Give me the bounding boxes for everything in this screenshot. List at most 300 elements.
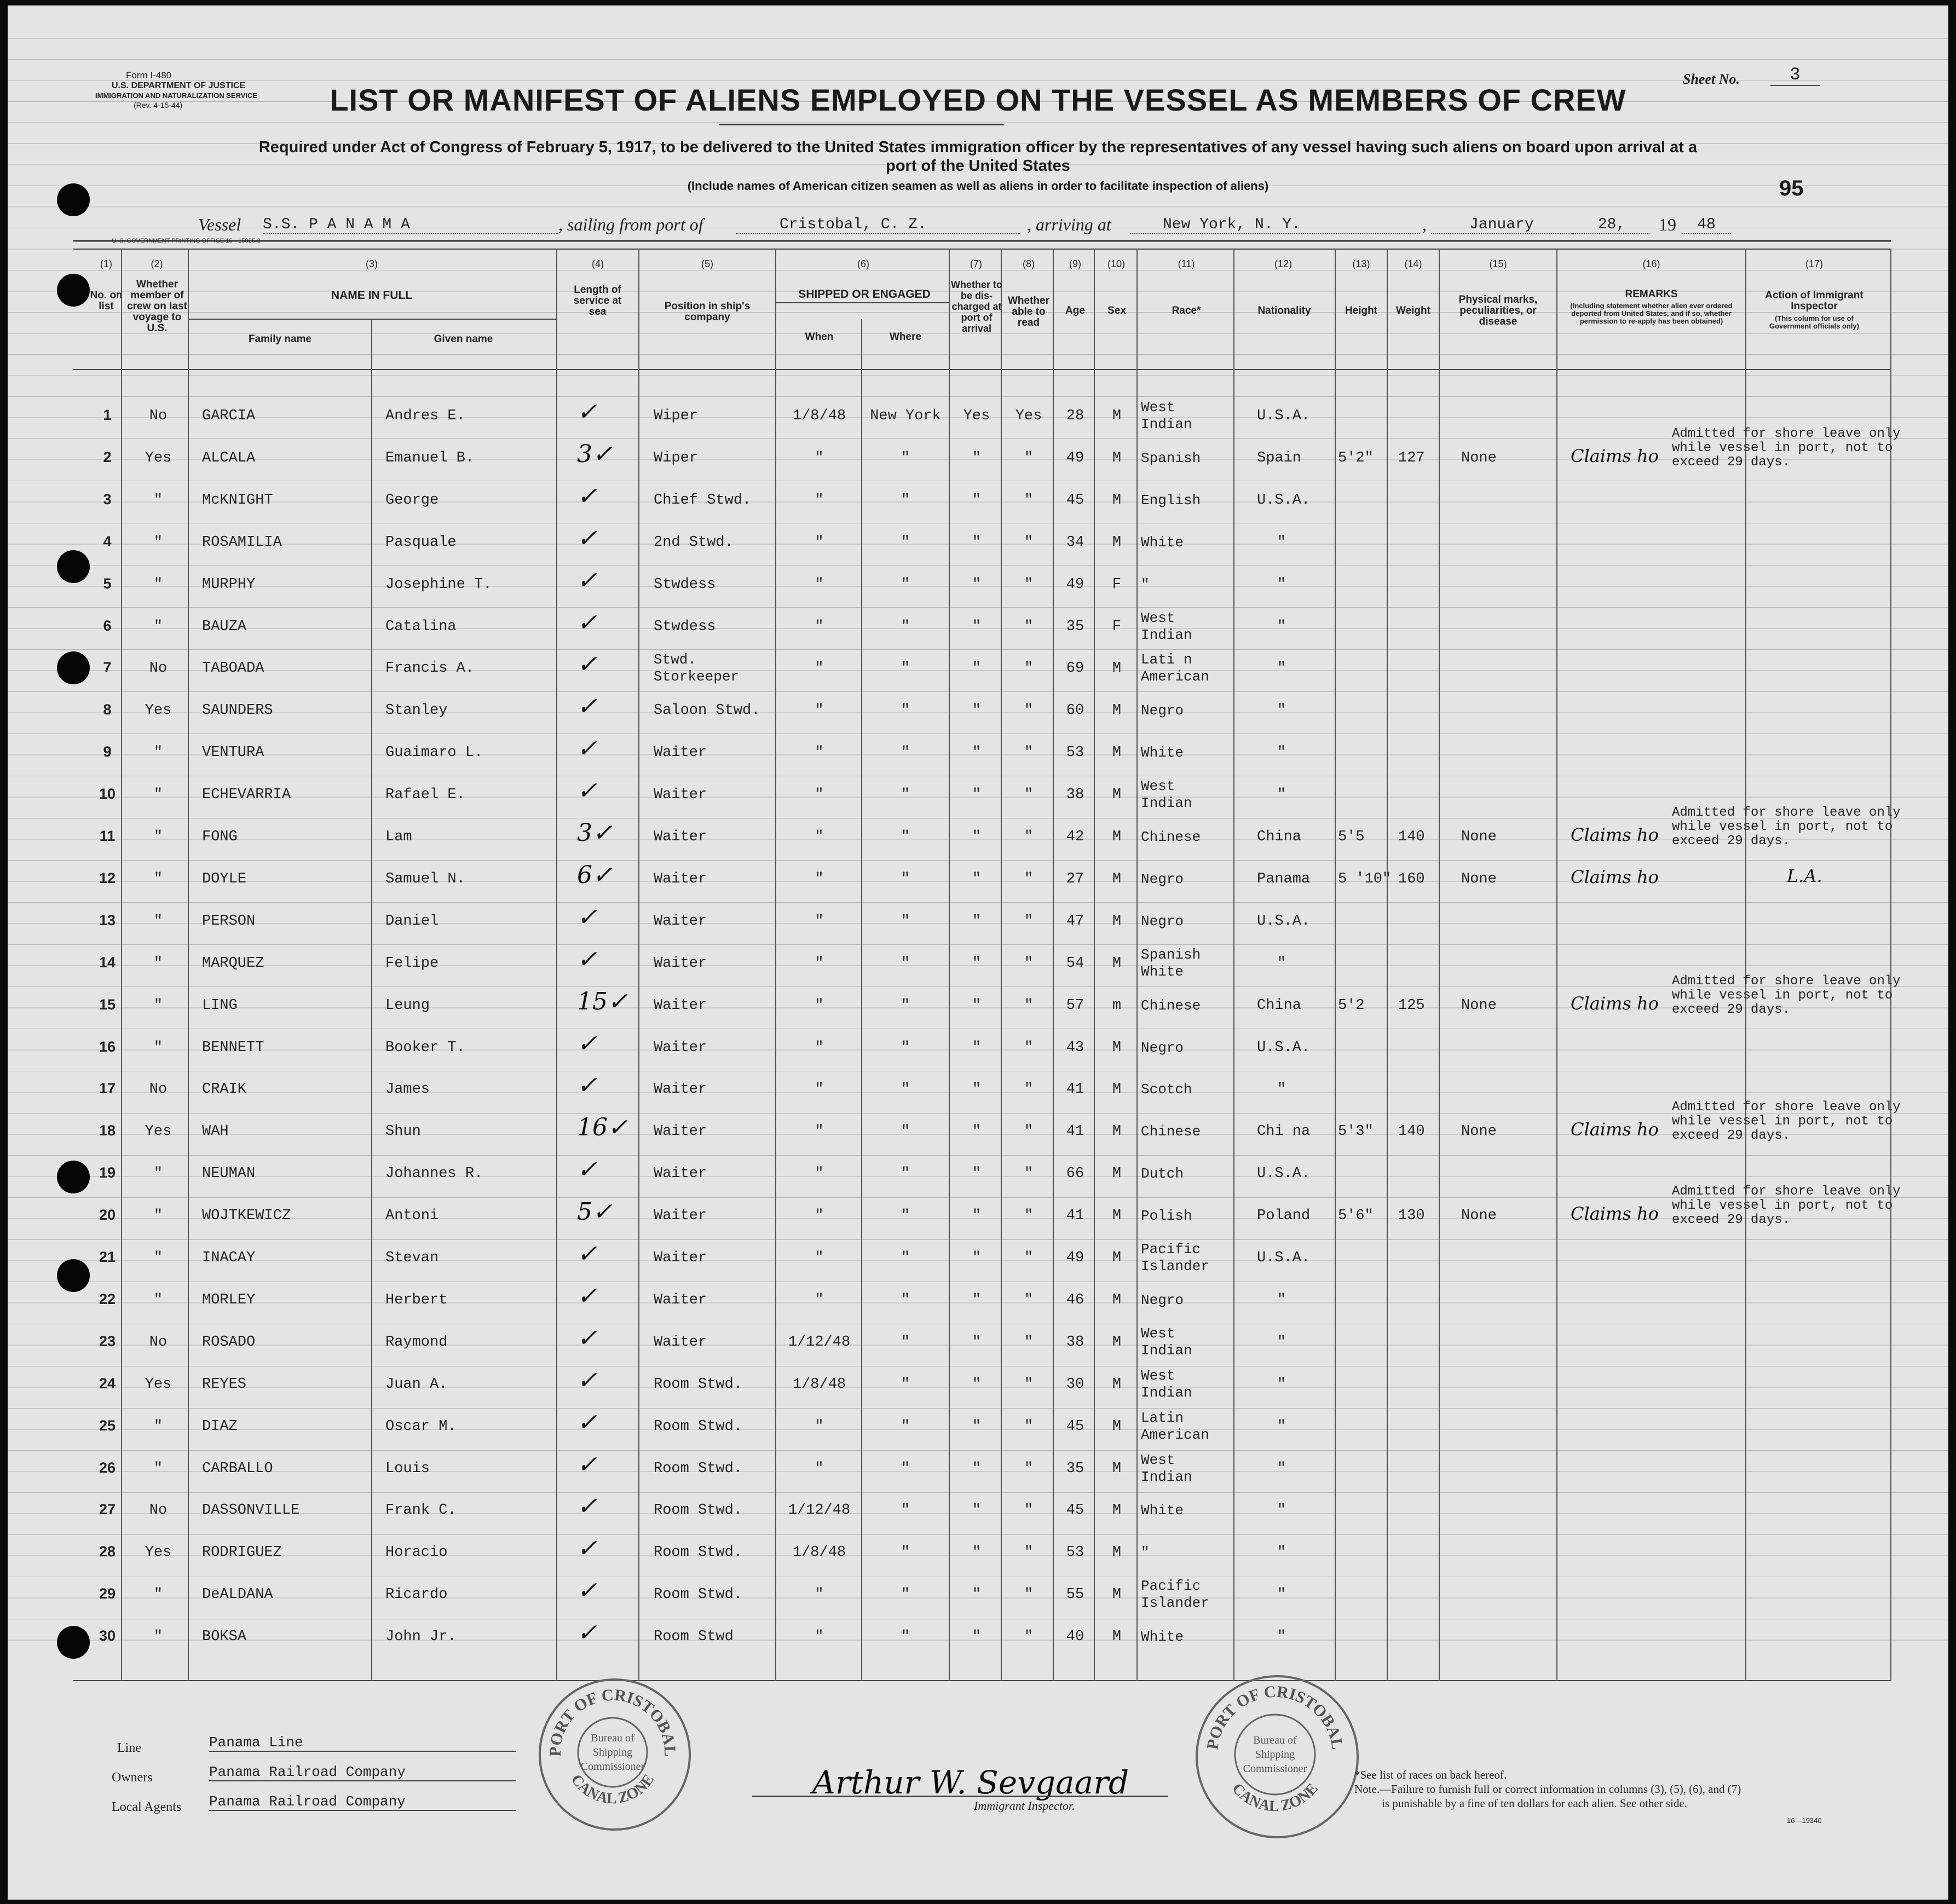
race-line: Indian xyxy=(1141,416,1192,432)
shipped-when-cell: 1/8/48 xyxy=(792,1376,846,1393)
discharged-cell: " xyxy=(972,1376,982,1393)
prev-voyage-cell: " xyxy=(153,870,163,887)
sex-cell: M xyxy=(1112,1334,1122,1351)
physical-marks-cell: None xyxy=(1461,1208,1497,1225)
col-num: (17) xyxy=(1805,258,1823,269)
remarks-line: while vessel in port, not to xyxy=(1672,1114,1893,1129)
sex-cell: m xyxy=(1112,997,1122,1014)
height-cell: 5 '10" xyxy=(1338,870,1392,887)
nationality-cell: " xyxy=(1277,1586,1286,1603)
given-name-cell: George xyxy=(385,492,439,509)
race-line: White xyxy=(1141,534,1184,551)
sailing-port: Cristobal, C. Z. xyxy=(736,216,1020,234)
prev-voyage-cell: " xyxy=(153,1586,163,1603)
prev-voyage-cell: " xyxy=(153,1418,163,1435)
sex-cell: M xyxy=(1112,1123,1122,1140)
given-name-cell: Frank C. xyxy=(385,1502,457,1519)
race-cell xyxy=(1141,1166,1184,1182)
able-to-read-cell: " xyxy=(1024,1166,1034,1182)
prev-voyage-cell: " xyxy=(153,955,163,972)
service-length-cell: ✓ xyxy=(577,1577,597,1605)
race-cell xyxy=(1141,829,1201,846)
race-cell xyxy=(1141,1292,1184,1309)
age-cell: 43 xyxy=(1066,1039,1084,1056)
arriving-port: New York, N. Y. xyxy=(1130,216,1420,234)
nationality-cell: " xyxy=(1277,702,1286,719)
sex-cell: M xyxy=(1112,702,1122,719)
remarks-line: Admitted for shore leave only xyxy=(1672,973,1901,989)
nationality-cell: " xyxy=(1277,1418,1286,1435)
given-name-cell: Ricardo xyxy=(385,1586,448,1603)
vessel-name: S.S. P A N A M A xyxy=(263,216,558,234)
race-cell xyxy=(1141,997,1201,1014)
able-to-read-cell: " xyxy=(1024,745,1034,761)
sex-cell: M xyxy=(1112,1502,1122,1519)
local-agents-value: Panama Railroad Company xyxy=(209,1793,516,1811)
age-cell: 60 xyxy=(1066,702,1084,719)
race-cell xyxy=(1141,399,1192,433)
port-stamp-left xyxy=(539,1678,691,1831)
nationality-cell: " xyxy=(1277,745,1286,761)
prev-voyage-cell: " xyxy=(153,576,163,593)
shipped-where-cell: " xyxy=(901,618,910,635)
position-cell: Chief Stwd. xyxy=(654,492,752,509)
given-name-cell: Juan A. xyxy=(385,1376,448,1393)
given-name-cell: Herbert xyxy=(385,1291,448,1308)
nationality-cell: U.S.A. xyxy=(1257,492,1311,509)
race-line: White xyxy=(1141,745,1184,761)
shipped-when-cell: " xyxy=(815,1418,824,1435)
weight-cell: 127 xyxy=(1398,449,1425,466)
given-name-cell: Antoni xyxy=(385,1208,439,1225)
shipped-where-cell: " xyxy=(901,660,910,677)
discharged-cell: " xyxy=(972,1460,982,1477)
col-num: (8) xyxy=(1023,258,1035,269)
printing-office: U. S. GOVERNMENT PRINTING OFFICE 16—15925-3 xyxy=(112,238,261,244)
discharged-cell: " xyxy=(972,997,982,1014)
prev-voyage-cell: " xyxy=(153,1291,163,1308)
remarks-line: exceed 29 days. xyxy=(1672,1213,1791,1228)
family-name-cell: DASSONVILLE xyxy=(202,1502,300,1519)
position-cell: Waiter xyxy=(654,1081,707,1098)
stamp-center-text: Bureau of xyxy=(1253,1734,1297,1746)
stamp-bottom-text: CANAL ZONE xyxy=(1228,1780,1322,1815)
able-to-read-cell: " xyxy=(1024,1081,1034,1098)
remarks-line: while vessel in port, not to xyxy=(1672,820,1893,834)
row-number: 18 xyxy=(99,1122,116,1139)
shipped-where-cell: " xyxy=(901,1081,910,1098)
row-number: 28 xyxy=(99,1543,116,1560)
shipped-when-cell: " xyxy=(815,1123,824,1140)
age-cell: 41 xyxy=(1066,1081,1084,1098)
age-cell: 54 xyxy=(1066,955,1084,972)
binding-hole xyxy=(57,1626,90,1659)
row-number: 26 xyxy=(99,1459,116,1476)
nationality-cell: " xyxy=(1277,1081,1286,1098)
header-sex: Sex xyxy=(1107,305,1126,316)
given-name-cell: James xyxy=(385,1081,430,1098)
position-cell: Room Stwd. xyxy=(654,1586,743,1603)
height-cell: 5'5 xyxy=(1338,829,1365,845)
race-line: West xyxy=(1141,399,1175,416)
discharged-cell: " xyxy=(972,1544,982,1561)
remarks-line: while vessel in port, not to xyxy=(1672,1198,1893,1214)
shipped-where-cell: " xyxy=(901,702,910,719)
prev-voyage-cell: No xyxy=(149,408,168,424)
service-length-cell: ✓ xyxy=(577,1408,597,1436)
able-to-read-cell: " xyxy=(1024,1208,1034,1225)
race-line: Negro xyxy=(1141,702,1184,719)
given-name-cell: Pasquale xyxy=(385,534,457,551)
age-cell: 53 xyxy=(1066,1544,1084,1561)
col-num: (1) xyxy=(100,258,112,269)
race-cell xyxy=(1141,1452,1192,1486)
col-num: (16) xyxy=(1642,258,1660,269)
able-to-read-cell: " xyxy=(1024,1418,1034,1435)
given-name-cell: Daniel xyxy=(385,913,439,930)
race-line: Pacific xyxy=(1141,1578,1201,1595)
sex-cell: M xyxy=(1112,787,1122,804)
row-number: 24 xyxy=(99,1375,116,1392)
family-name-cell: ROSADO xyxy=(202,1334,256,1351)
sex-cell: M xyxy=(1112,1418,1122,1435)
age-cell: 49 xyxy=(1066,576,1084,593)
arrival-year: 48 xyxy=(1682,216,1731,234)
binding-hole xyxy=(57,1259,90,1292)
discharged-cell: " xyxy=(972,1250,982,1266)
header-able-to-read: Whether able to read xyxy=(1008,295,1049,328)
position-cell: Waiter xyxy=(654,1208,707,1225)
shipped-where-cell: " xyxy=(901,1418,910,1435)
discharged-cell: " xyxy=(972,1123,982,1140)
position-cell: Waiter xyxy=(654,787,707,804)
service-length-cell: ✓ xyxy=(577,566,597,595)
family-name-cell: RODRIGUEZ xyxy=(202,1544,282,1561)
row-number: 13 xyxy=(99,911,116,928)
shipped-where-cell: " xyxy=(901,1039,910,1056)
physical-marks-cell: None xyxy=(1461,870,1497,887)
prev-voyage-cell: " xyxy=(153,534,163,551)
shipped-where-cell: " xyxy=(901,1208,910,1225)
race-cell xyxy=(1141,1578,1209,1612)
race-cell xyxy=(1141,1123,1201,1140)
age-cell: 55 xyxy=(1066,1586,1084,1603)
prev-voyage-cell: " xyxy=(153,829,163,845)
able-to-read-cell: " xyxy=(1024,618,1034,635)
race-line: West xyxy=(1141,1325,1175,1342)
family-name-cell: MARQUEZ xyxy=(202,955,264,972)
weight-cell: 130 xyxy=(1398,1208,1425,1225)
race-line: Chinese xyxy=(1141,997,1201,1014)
able-to-read-cell: " xyxy=(1024,1629,1034,1646)
header-shipped-engaged: SHIPPED OR ENGAGED xyxy=(798,288,931,301)
shipped-where-cell: " xyxy=(901,1502,910,1519)
header-height: Height xyxy=(1345,305,1378,316)
position-cell: Room Stwd. xyxy=(654,1460,743,1477)
able-to-read-cell: " xyxy=(1024,449,1034,466)
remarks-handwritten: Claims ho xyxy=(1571,1203,1659,1225)
remarks-line: while vessel in port, not to xyxy=(1672,440,1893,455)
given-name-cell: Booker T. xyxy=(385,1039,465,1056)
shipped-when-cell: " xyxy=(815,870,824,887)
race-cell xyxy=(1141,1081,1192,1098)
stamp-bottom-text: CANAL ZONE xyxy=(567,1771,658,1808)
height-cell: 5'6" xyxy=(1338,1208,1374,1225)
given-name-cell: Shun xyxy=(385,1123,421,1140)
header-inspector-note: (This column for use of Government officials only) xyxy=(1769,314,1859,330)
position-cell: Room Stwd xyxy=(654,1629,734,1646)
service-length-cell: ✓ xyxy=(577,1492,597,1521)
service-length-cell: ✓ xyxy=(577,1071,597,1100)
family-name-cell: DOYLE xyxy=(202,870,247,887)
penalty-note-line1: Note.—Failure to furnish full or correct information in columns (3), (5), (6), and (7) xyxy=(1354,1782,1741,1796)
shipped-when-cell: " xyxy=(815,1081,824,1098)
race-cell xyxy=(1141,778,1192,812)
binding-hole xyxy=(57,550,90,583)
nationality-cell: " xyxy=(1277,955,1286,972)
able-to-read-cell: " xyxy=(1024,1544,1034,1561)
page-number: 95 xyxy=(1779,176,1804,200)
discharged-cell: Yes xyxy=(963,408,990,424)
shipped-when-cell: " xyxy=(815,1460,824,1477)
able-to-read-cell: " xyxy=(1024,1502,1034,1519)
position-cell: Room Stwd. xyxy=(654,1418,743,1435)
shipped-where-cell: " xyxy=(901,449,910,466)
able-to-read-cell: " xyxy=(1024,1250,1034,1266)
position-cell: Waiter xyxy=(654,745,707,761)
family-name-cell: BOKSA xyxy=(202,1629,247,1646)
age-cell: 40 xyxy=(1066,1629,1084,1646)
given-name-cell: Catalina xyxy=(385,618,457,635)
race-line: Negro xyxy=(1141,1291,1184,1308)
age-cell: 34 xyxy=(1066,534,1084,551)
age-cell: 45 xyxy=(1066,1502,1084,1519)
row-number: 25 xyxy=(99,1417,116,1434)
shipped-where-cell: New York xyxy=(870,408,941,424)
sheet-number: 3 xyxy=(1770,65,1820,86)
race-line: Spanish xyxy=(1141,946,1201,963)
position-cell: 2nd Stwd. xyxy=(654,534,734,551)
stamp-center-text: Commissioner xyxy=(580,1761,645,1773)
stamp-seal-right xyxy=(1198,1677,1357,1836)
sex-cell: M xyxy=(1112,1460,1122,1477)
position-cell: Waiter xyxy=(654,1250,707,1266)
remarks-line: Admitted for shore leave only xyxy=(1672,1184,1901,1199)
header-prev-voyage: Whether member of crew on last voyage to U.S. xyxy=(127,279,187,334)
col-num: (12) xyxy=(1274,258,1292,269)
prev-voyage-cell: No xyxy=(149,1334,168,1351)
shipped-when-cell: " xyxy=(815,745,824,761)
form-department: U.S. DEPARTMENT OF JUSTICE xyxy=(112,81,246,90)
shipped-when-cell: " xyxy=(815,787,824,804)
nationality-cell: " xyxy=(1277,618,1286,635)
given-name-cell: Johannes R. xyxy=(385,1166,483,1182)
discharged-cell: " xyxy=(972,1039,982,1056)
row-number: 7 xyxy=(103,659,112,676)
race-line: West xyxy=(1141,778,1175,795)
given-name-cell: Lam xyxy=(385,829,412,845)
remarks-handwritten: Claims ho xyxy=(1571,1119,1659,1140)
sex-cell: M xyxy=(1112,1208,1122,1225)
position-cell: Waiter xyxy=(654,955,707,972)
prev-voyage-cell: Yes xyxy=(145,449,172,466)
nationality-cell: " xyxy=(1277,534,1286,551)
shipped-where-cell: " xyxy=(901,492,910,509)
prev-voyage-cell: " xyxy=(153,787,163,804)
row-number: 20 xyxy=(99,1207,116,1224)
race-line: Islander xyxy=(1141,1595,1209,1612)
age-cell: 49 xyxy=(1066,1250,1084,1266)
race-line: American xyxy=(1141,668,1209,685)
given-name-cell: Horacio xyxy=(385,1544,448,1561)
nationality-cell: Spain xyxy=(1257,449,1302,466)
header-race: Race* xyxy=(1172,305,1201,316)
family-name-cell: REYES xyxy=(202,1376,247,1393)
col-num: (10) xyxy=(1107,258,1125,269)
age-cell: 42 xyxy=(1066,829,1084,845)
given-name-cell: Josephine T. xyxy=(385,576,492,593)
service-length-cell: ✓ xyxy=(577,608,597,637)
stamp-center-text: Shipping xyxy=(592,1746,633,1758)
row-number: 22 xyxy=(99,1290,116,1307)
row-number: 6 xyxy=(103,617,112,634)
remarks-typed xyxy=(1672,1185,1901,1227)
service-length-cell: ✓ xyxy=(577,524,597,552)
race-line: Polish xyxy=(1141,1208,1192,1225)
race-cell xyxy=(1141,1325,1192,1359)
given-name-cell: Guaimaro L. xyxy=(385,745,483,761)
nationality-cell: " xyxy=(1277,1502,1286,1519)
header-remarks: REMARKS xyxy=(1625,289,1678,300)
header-no-on-list: No. on list xyxy=(90,290,123,312)
age-cell: 46 xyxy=(1066,1291,1084,1308)
nationality-cell: " xyxy=(1277,576,1286,593)
service-length-cell: ✓ xyxy=(577,903,597,931)
height-cell: 5'2" xyxy=(1338,449,1374,466)
able-to-read-cell: " xyxy=(1024,1039,1034,1056)
given-name-cell: Francis A. xyxy=(385,660,475,677)
race-cell xyxy=(1141,745,1184,761)
shipped-when-cell: 1/12/48 xyxy=(788,1334,851,1351)
race-cell xyxy=(1141,1410,1209,1444)
physical-marks-cell: None xyxy=(1461,1123,1497,1140)
header-nationality: Nationality xyxy=(1257,305,1311,316)
discharged-cell: " xyxy=(972,870,982,887)
family-name-cell: MURPHY xyxy=(202,576,256,593)
age-cell: 45 xyxy=(1066,492,1084,509)
remarks-typed xyxy=(1672,806,1901,849)
service-length-cell: ✓ xyxy=(577,777,597,805)
owners-value: Panama Railroad Company xyxy=(209,1764,516,1781)
able-to-read-cell: " xyxy=(1024,1123,1034,1140)
position-cell: Wiper xyxy=(654,449,699,466)
age-cell: 66 xyxy=(1066,1166,1084,1182)
race-cell xyxy=(1141,534,1184,551)
race-cell xyxy=(1141,1040,1184,1057)
race-cell xyxy=(1141,913,1184,930)
sex-cell: M xyxy=(1112,1376,1122,1393)
able-to-read-cell: " xyxy=(1024,534,1034,551)
able-to-read-cell: " xyxy=(1024,702,1034,719)
row-number: 29 xyxy=(99,1585,116,1602)
able-to-read-cell: " xyxy=(1024,492,1034,509)
header-weight: Weight xyxy=(1396,305,1430,316)
race-cell xyxy=(1141,610,1192,644)
service-length-cell: 3✓ xyxy=(577,440,613,468)
prev-voyage-cell: " xyxy=(153,1629,163,1646)
shipped-when-cell: " xyxy=(815,492,824,509)
race-cell xyxy=(1141,651,1209,685)
prev-voyage-cell: Yes xyxy=(145,1544,172,1561)
discharged-cell: " xyxy=(972,534,982,551)
service-length-cell: ✓ xyxy=(577,1029,597,1058)
shipped-when-cell: " xyxy=(815,1208,824,1225)
sex-cell: M xyxy=(1112,449,1122,466)
age-cell: 41 xyxy=(1066,1123,1084,1140)
row-number: 15 xyxy=(99,996,116,1013)
discharged-cell: " xyxy=(972,787,982,804)
shipped-when-cell: " xyxy=(815,1291,824,1308)
family-name-cell: PERSON xyxy=(202,913,256,930)
shipped-where-cell: " xyxy=(901,745,910,761)
age-cell: 57 xyxy=(1066,997,1084,1014)
header-age: Age xyxy=(1065,305,1085,316)
race-line: Lati n xyxy=(1141,651,1192,668)
age-cell: 35 xyxy=(1066,618,1084,635)
row-number: 11 xyxy=(99,828,116,844)
row-number: 16 xyxy=(99,1038,116,1055)
position-cell: Waiter xyxy=(654,1039,707,1056)
row-number: 17 xyxy=(99,1080,116,1097)
discharged-cell: " xyxy=(972,829,982,845)
row-number: 19 xyxy=(99,1164,116,1181)
race-cell xyxy=(1141,702,1184,719)
shipped-when-cell: " xyxy=(815,660,824,677)
header-inspector-action: Action of Immigrant Inspector xyxy=(1765,290,1863,312)
race-line: West xyxy=(1141,1451,1175,1468)
sex-cell: M xyxy=(1112,1039,1122,1056)
discharged-cell: " xyxy=(972,1502,982,1519)
family-name-cell: CRAIK xyxy=(202,1081,247,1098)
race-line: American xyxy=(1141,1426,1209,1443)
shipped-when-cell: 1/8/48 xyxy=(792,1544,846,1561)
header-discharged: Whether to be dis-charged at port of arrival xyxy=(951,279,1002,334)
discharged-cell: " xyxy=(972,1586,982,1603)
age-cell: 38 xyxy=(1066,787,1084,804)
family-name-cell: ROSAMILIA xyxy=(202,534,282,551)
nationality-cell: " xyxy=(1277,1376,1286,1393)
prev-voyage-cell: " xyxy=(153,1039,163,1056)
form-service: IMMIGRATION AND NATURALIZATION SERVICE xyxy=(95,91,258,100)
page-title: LIST OR MANIFEST OF ALIENS EMPLOYED ON THE VESSEL AS MEMBERS OF CREW xyxy=(330,83,1626,117)
sex-cell: M xyxy=(1112,1250,1122,1266)
shipped-where-cell: " xyxy=(901,1334,910,1351)
physical-marks-cell: None xyxy=(1461,997,1497,1014)
nationality-cell: China xyxy=(1257,829,1302,845)
given-name-cell: Leung xyxy=(385,997,430,1014)
signature-title: Immigrant Inspector. xyxy=(974,1799,1075,1813)
race-line: Scotch xyxy=(1141,1081,1192,1098)
position-cell: Waiter xyxy=(654,913,707,930)
discharged-cell: " xyxy=(972,1166,982,1182)
year-prefix: 19 xyxy=(1659,215,1676,234)
race-line: Pacific xyxy=(1141,1241,1201,1257)
given-name-cell: John Jr. xyxy=(385,1629,457,1646)
shipped-when-cell: " xyxy=(815,449,824,466)
family-name-cell: BAUZA xyxy=(202,618,247,635)
title-rule xyxy=(719,124,1004,125)
prev-voyage-cell: Yes xyxy=(145,702,172,719)
